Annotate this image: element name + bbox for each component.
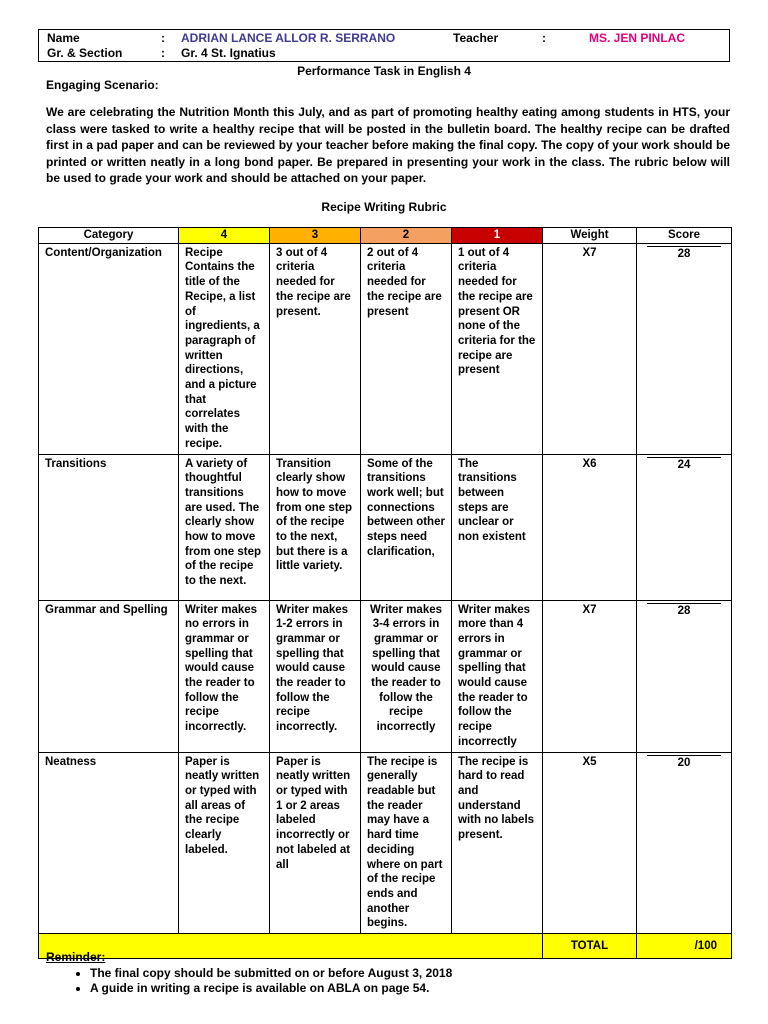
- table-row: [39, 243, 732, 454]
- score-value: 20: [677, 756, 691, 769]
- cell-level-2: 2 out of 4 criteria needed for the recipe are present: [361, 243, 452, 454]
- header-level-2: 2: [361, 228, 452, 244]
- cell-level-3: Paper is neatly written or typed with 1 or 2 areas labeled incorrectly or not labeled at all: [270, 752, 361, 933]
- teacher-colon: :: [542, 31, 546, 45]
- header-level-1: 1: [452, 228, 543, 244]
- cell-level-2: Writer makes 3-4 errors in grammar or spelling that would cause the reader to follow the recipe incorrectly: [361, 600, 452, 752]
- score-value: 24: [677, 458, 691, 471]
- row-category: Content/Organization: [39, 243, 179, 454]
- cell-weight: X6: [543, 454, 637, 600]
- cell-level-3: Transition clearly show how to move from one step of the recipe to the next, but there is a little variety.: [270, 454, 361, 600]
- total-row: [39, 934, 732, 959]
- row-category: Grammar and Spelling: [39, 600, 179, 752]
- student-name: ADRIAN LANCE ALLOR R. SERRANO: [181, 31, 396, 45]
- score-blank-line: [647, 246, 721, 247]
- cell-score: [637, 243, 732, 454]
- cell-level-3: 3 out of 4 criteria needed for the recipe are present.: [270, 243, 361, 454]
- cell-level-1: The recipe is hard to read and understand with no labels present.: [452, 752, 543, 933]
- scenario-paragraph: We are celebrating the Nutrition Month this July, and as part of promoting healthy eating among students in HTS, your class were tasked to write a healthy recipe that will be posted in the bulletin board. The healthy recipe can be drafted first in a pad paper and can be reviewed by your teacher before making the final copy. The copy of your work should be printed or written neatly in a long bond paper. Be prepared in presenting your work in the class. The rubric below will be used to grade your work and should be attached on your paper.: [46, 105, 730, 185]
- header-row: [39, 228, 732, 244]
- cell-level-1: 1 out of 4 criteria needed for the recipe are present OR none of the criteria for the recipe are present: [452, 243, 543, 454]
- reminder-heading: Reminder:: [46, 950, 106, 964]
- header-level-3: 3: [270, 228, 361, 244]
- section-value: Gr. 4 St. Ignatius: [181, 46, 276, 60]
- cell-level-3: Writer makes 1-2 errors in grammar or spelling that would cause the reader to follow the recipe incorrectly.: [270, 600, 361, 752]
- cell-score: [637, 454, 732, 600]
- teacher-label: Teacher: [453, 31, 499, 45]
- score-blank-line: [647, 457, 721, 458]
- cell-score: [637, 752, 732, 933]
- cell-weight: X5: [543, 752, 637, 933]
- cell-level-4: Recipe Contains the title of the Recipe, a list of ingredients, a paragraph of written directions, and a picture that correlates with the recipe.: [179, 243, 270, 454]
- page-title: Performance Task in English 4: [297, 64, 471, 78]
- cell-level-4: Paper is neatly written or typed with all areas of the recipe clearly labeled.: [179, 752, 270, 933]
- cell-level-2: Some of the transitions work well; but connections between other steps need clarification,: [361, 454, 452, 600]
- rubric-table: [38, 227, 732, 959]
- rubric-title: Recipe Writing Rubric: [321, 200, 447, 214]
- header-score: Score: [637, 228, 732, 244]
- table-row: [39, 600, 732, 752]
- list-item: • A guide in writing a recipe is available on ABLA on page 54.: [90, 981, 768, 996]
- name-label: Name: [47, 31, 80, 45]
- total-label: TOTAL: [543, 934, 637, 959]
- cell-level-4: Writer makes no errors in grammar or spelling that would cause the reader to follow the recipe incorrectly.: [179, 600, 270, 752]
- row-category: Neatness: [39, 752, 179, 933]
- cell-weight: X7: [543, 600, 637, 752]
- scenario-heading: Engaging Scenario:: [46, 78, 159, 92]
- score-blank-line: [647, 755, 721, 756]
- score-blank-line: [647, 603, 721, 604]
- name-colon: :: [161, 31, 165, 45]
- total-spacer: [39, 934, 543, 959]
- section-colon: :: [161, 46, 165, 60]
- total-value: /100: [637, 934, 732, 959]
- cell-score: [637, 600, 732, 752]
- header-category: Category: [39, 228, 179, 244]
- cell-level-1: The transitions between steps are unclear or non existent: [452, 454, 543, 600]
- row-category: Transitions: [39, 454, 179, 600]
- cell-weight: X7: [543, 243, 637, 454]
- table-row: [39, 454, 732, 600]
- student-info-box: [38, 29, 730, 62]
- table-row: [39, 752, 732, 933]
- score-value: 28: [677, 604, 691, 617]
- teacher-name: MS. JEN PINLAC: [589, 31, 686, 45]
- list-item: • The final copy should be submitted on or before August 3, 2018: [90, 966, 768, 981]
- reminder-list: [46, 966, 768, 996]
- cell-level-1: Writer makes more than 4 errors in grammar or spelling that would cause the reader to follow the recipe incorrectly: [452, 600, 543, 752]
- cell-level-2: The recipe is generally readable but the reader may have a hard time deciding where on part of the recipe ends and another begins.: [361, 752, 452, 933]
- score-value: 28: [677, 247, 691, 260]
- header-level-4: 4: [179, 228, 270, 244]
- section-label: Gr. & Section: [47, 46, 123, 60]
- cell-level-4: A variety of thoughtful transitions are used. The clearly show how to move from one step of the recipe to the next.: [179, 454, 270, 600]
- header-weight: Weight: [543, 228, 637, 244]
